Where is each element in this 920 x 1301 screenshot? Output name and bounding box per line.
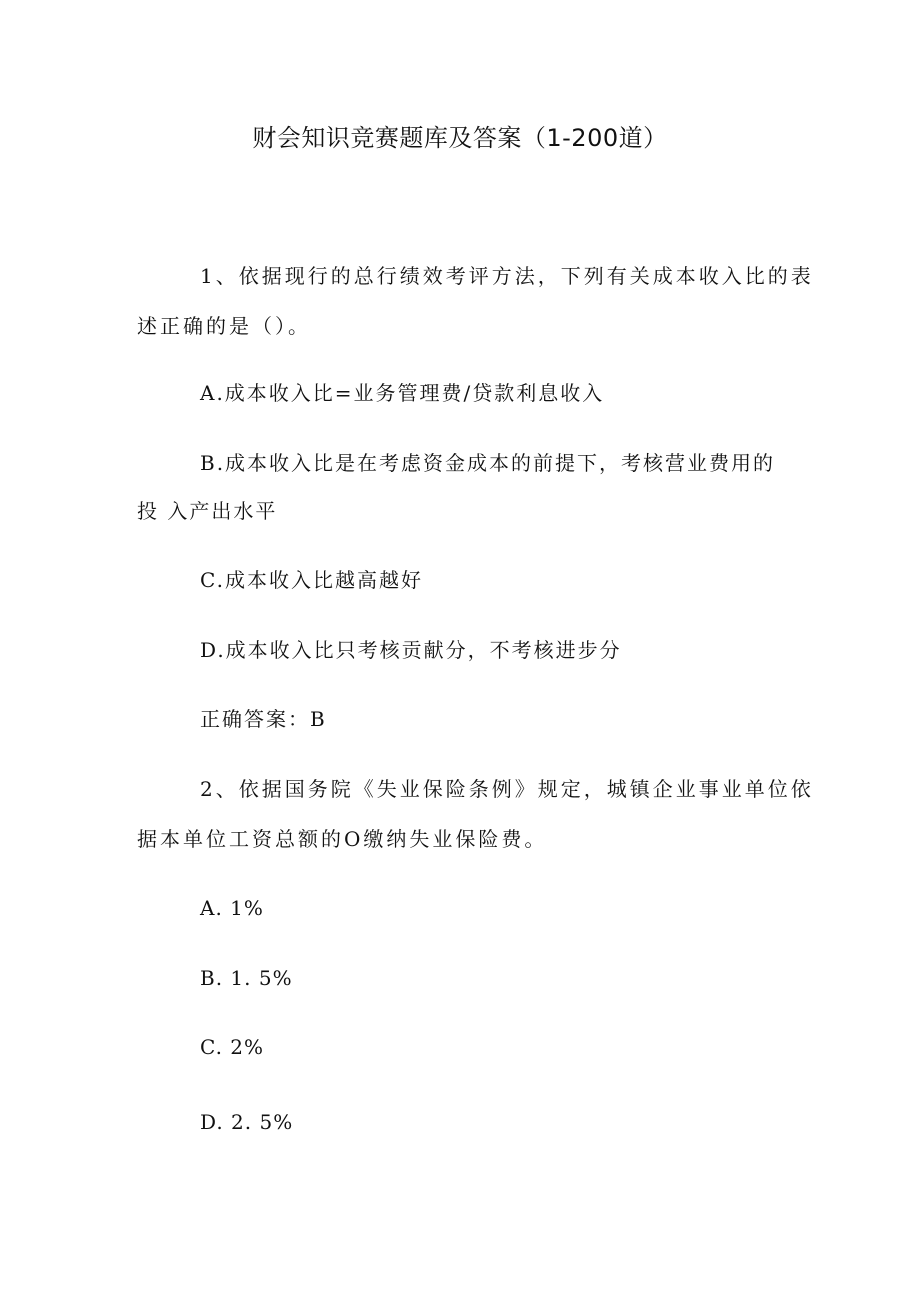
question-1-stem-line-2: 述正确的是（）。 (137, 314, 311, 338)
question-2-option-d: D. 2. 5% (200, 1110, 294, 1134)
question-2-option-c: C. 2% (200, 1035, 265, 1059)
question-1-answer: 正确答案：B (200, 707, 327, 731)
question-1-option-c: C.成本收入比越高越好 (200, 568, 423, 592)
question-1-option-b-line-2: 投 入产出水平 (137, 499, 278, 523)
page-title: 财会知识竞赛题库及答案（1-200道） (252, 124, 668, 152)
question-1-option-a: A.成本收入比=业务管理费/贷款利息收入 (200, 381, 605, 405)
question-1-stem-line-1: 1、依据现行的总行绩效考评方法，下列有关成本收入比的表 (200, 264, 814, 288)
question-2-stem-line-2: 据本单位工资总额的O缴纳失业保险费。 (137, 827, 548, 851)
question-1-option-d: D.成本收入比只考核贡献分，不考核进步分 (200, 638, 622, 662)
question-2-stem-line-1: 2、依据国务院《失业保险条例》规定，城镇企业事业单位依 (200, 777, 814, 801)
question-2-option-b: B. 1. 5% (200, 966, 293, 990)
question-1-option-b-line-1: B.成本收入比是在考虑资金成本的前提下，考核营业费用的 (200, 451, 776, 475)
question-2-option-a: A. 1% (200, 896, 264, 920)
